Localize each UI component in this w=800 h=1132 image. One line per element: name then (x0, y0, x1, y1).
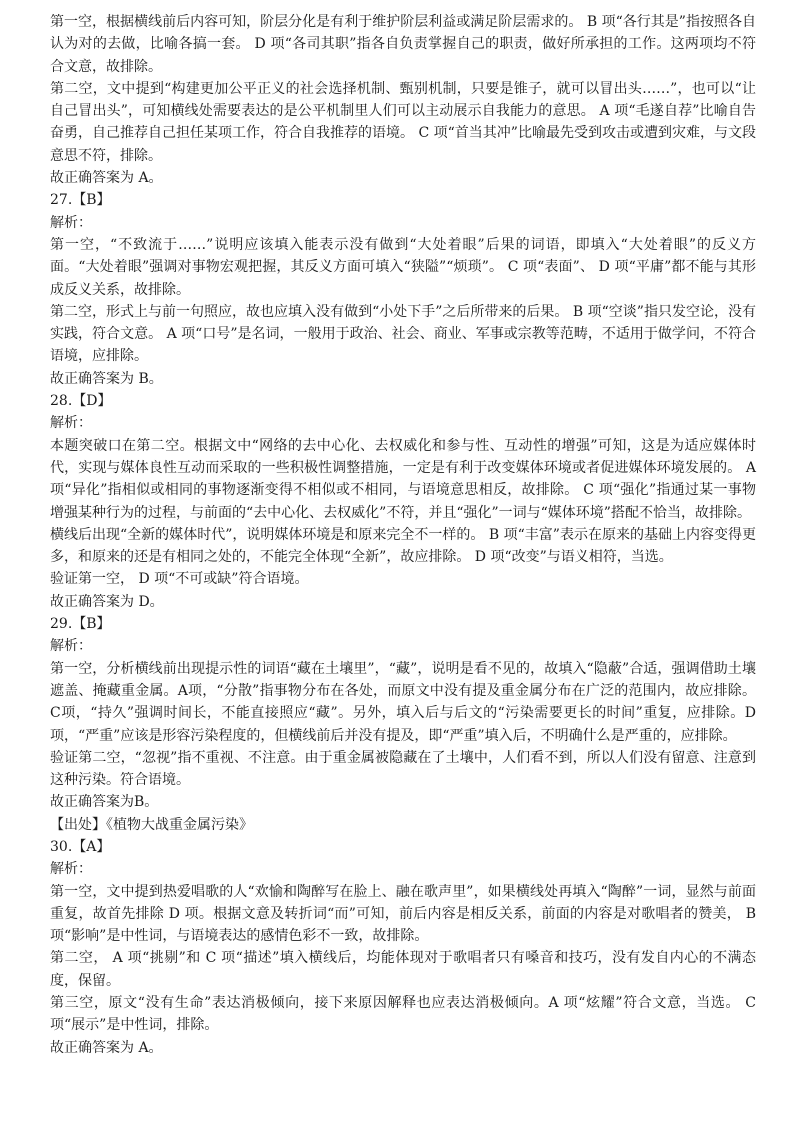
paragraph: 第二空，形式上与前一句照应，故也应填入没有做到“小处下手”之后所带来的后果。 B 项“空谈”指只发空论，没有实践，符合文意。 A 项“口号”是名词，一般用于政治、社会、商业、军事或宗教等范畴，不适用于做学问，不符合语境，应排除。 (50, 303, 756, 365)
paragraph: 故正确答案为 D。 (50, 593, 164, 610)
paragraph: 解析： (50, 861, 92, 878)
paragraph: 解析： (50, 638, 92, 655)
paragraph: 【出处】《植物大战重金属污染》 (50, 816, 253, 833)
paragraph: 解析： (50, 214, 92, 231)
paragraph: 解析： (50, 415, 92, 432)
paragraph: 第一空，根据横线前后内容可知，阶层分化是有利于维护阶层利益或满足阶层需求的。 B 项“各行其是”指按照各自认为对的去做，比喻各搞一套。 D 项“各司其职”指各自负责掌握自己的职责，做好所承担的工作。这两项均不符合文意，故排除。 (50, 14, 756, 75)
question-number-heading: 28.【D】 (50, 393, 112, 410)
paragraph: 第一空，文中提到热爱唱歌的人“欢愉和陶醉写在脸上、融在歌声里”，如果横线处再填入“陶醉”一词，显然与前面重复，故首先排除 D 项。根据文意及转折词“而”可知，前后内容是相反关系，前面的内容是对歌唱者的赞美， B 项“影响”是中性词，与语境表达的感情色彩不一致，故排除。 (50, 883, 756, 945)
paragraph: 横线后出现“全新的媒体时代”，说明媒体环境是和原来完全不一样的。 B 项“丰富”表示在原来的基础上内容变得更多，和原来的还是有相同之处的，不能完全体现“全新”，故应排除。 D 项“改变”与语义相符，当选。 (50, 526, 756, 566)
paragraph: 第一空，“不致流于……”说明应该填入能表示没有做到“大处着眼”后果的词语，即填入“大处着眼”的反义方面。“大处着眼”强调对事物宏观把握，其反义方面可填入“狭隘”“烦琐”。 C 项“表面”、 D 项“平庸”都不能与其形成反义关系，故排除。 (50, 236, 756, 298)
paragraph: 第二空， A 项“挑剔”和 C 项“描述”填入横线后，均能体现对于歌唱者只有嗓音和技巧，没有发自内心的不满态度，保留。 (50, 950, 756, 989)
paragraph: 本题突破口在第二空。根据文中“网络的去中心化、去权威化和参与性、互动性的增强”可知，这是为适应媒体时代，实现与媒体良性互动而采取的一些积极性调整措施，一定是有利于改变媒体环境或者促进媒体环境发展的。 A 项“异化”指相似或相同的事物逐渐变得不相似或不相同，与语境意思相反，故排除。 C 项“强化”指通过某一事物增强某种行为的过程，与前面的“去中心化、去权威化”不符，并且“强化”一词与“媒体环境”搭配不恰当，故排除。 (50, 437, 756, 521)
paragraph: 故正确答案为 B。 (50, 370, 163, 387)
paragraph: 第一空，分析横线前出现提示性的词语“藏在土壤里”，“藏”，说明是看不见的，故填入“隐蔽”合适，强调借助土壤遮盖、掩藏重金属。A项，“分散”指事物分布在各处，而原文中没有提及重金属分布在广泛的范围内，故应排除。C项，“持久”强调时间长，不能直接照应“藏”。另外，填入后与后文的“污染需要更长的时间”重复，应排除。D项，“严重”应该是形容污染程度的，但横线前后并没有提及，即“严重”填入后，不明确什么是严重的，应排除。 (50, 660, 756, 744)
question-number-heading: 29.【B】 (50, 616, 111, 633)
paragraph: 验证第一空， D 项“不可或缺”符合语境。 (50, 571, 309, 588)
question-number-heading: 30.【A】 (50, 838, 111, 855)
paragraph: 故正确答案为 A。 (50, 1039, 163, 1056)
paragraph: 第三空，原文“没有生命”表达消极倾向，接下来原因解释也应表达消极倾向。A 项“炫耀”符合文意，当选。 C 项“展示”是中性词，排除。 (50, 995, 756, 1034)
paragraph: 故正确答案为 A。 (50, 170, 163, 187)
paragraph: 第二空，文中提到“构建更加公平正义的社会选择机制、甄别机制，只要是锥子，就可以冒出头……”，也可以“让自己冒出头”，可知横线处需要表达的是公平机制里人们可以主动展示自我能力的意思。 A 项“毛遂自荐”比喻自告奋勇，自己推荐自己担任某项工作，符合自我推荐的语境。 C 项“首当其冲”比喻最先受到攻击或遭到灾难，与文段意思不符，排除。 (50, 80, 756, 164)
paragraph: 故正确答案为B。 (50, 794, 159, 811)
paragraph: 验证第二空，“忽视”指不重视、不注意。由于重金属被隐藏在了土壤中，人们看不到，所以人们没有留意、注意到这种污染。符合语境。 (50, 749, 756, 789)
question-number-heading: 27.【B】 (50, 192, 111, 209)
